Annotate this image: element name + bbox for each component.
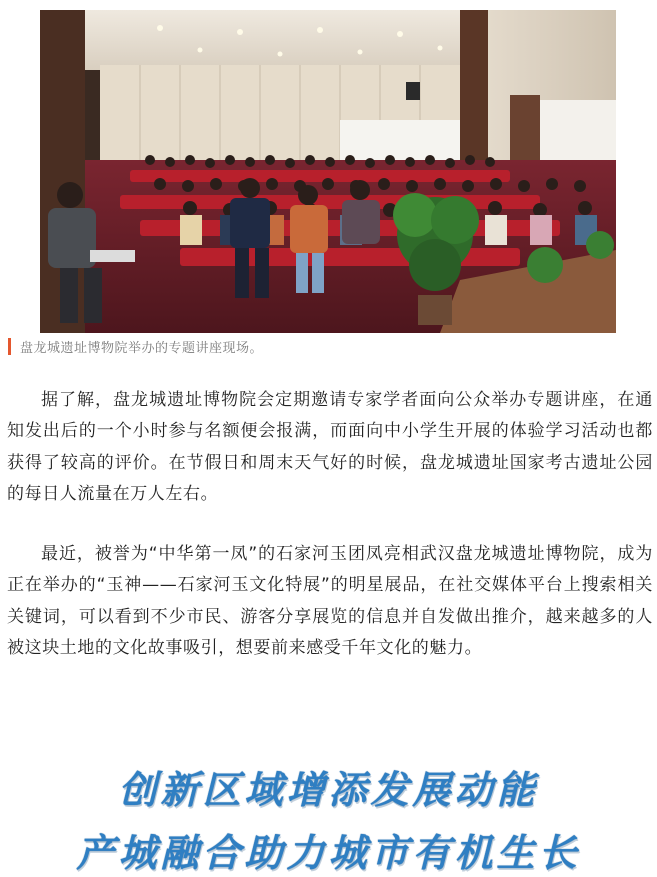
caption-accent-bar: [8, 338, 11, 355]
lecture-hall-photo: [40, 10, 616, 333]
caption-text: 盘龙城遗址博物院举办的专题讲座现场。: [20, 340, 264, 356]
body-paragraph-1: 据了解，盘龙城遗址博物院会定期邀请专家学者面向公众举办专题讲座，在通知发出后的一个小时参与名额便会报满，而面向中小学生开展的体验学习活动也都获得了较高的评价。在节假日和周末天气好的时候，盘龙城遗址国家考古遗址公园的每日人流量在万人左右。: [7, 390, 653, 504]
body-paragraph-2: 最近，被誉为“中华第一凤”的石家河玉团凤亮相武汉盘龙城遗址博物院，成为正在举办的“玉神——石家河玉文化特展”的明星展品，在社交媒体平台上搜索相关关键词，可以看到不少市民、游客分享展览的信息并自发做出推介，越来越多的人被这块土地的文化故事吸引，想要前来感受千年文化的魅力。: [7, 544, 653, 658]
section-headline-1: 创新区域增添发展动能: [118, 768, 539, 812]
photo-caption: [8, 336, 263, 356]
section-headline-2: 产城融合助力城市有机生长: [76, 831, 581, 875]
